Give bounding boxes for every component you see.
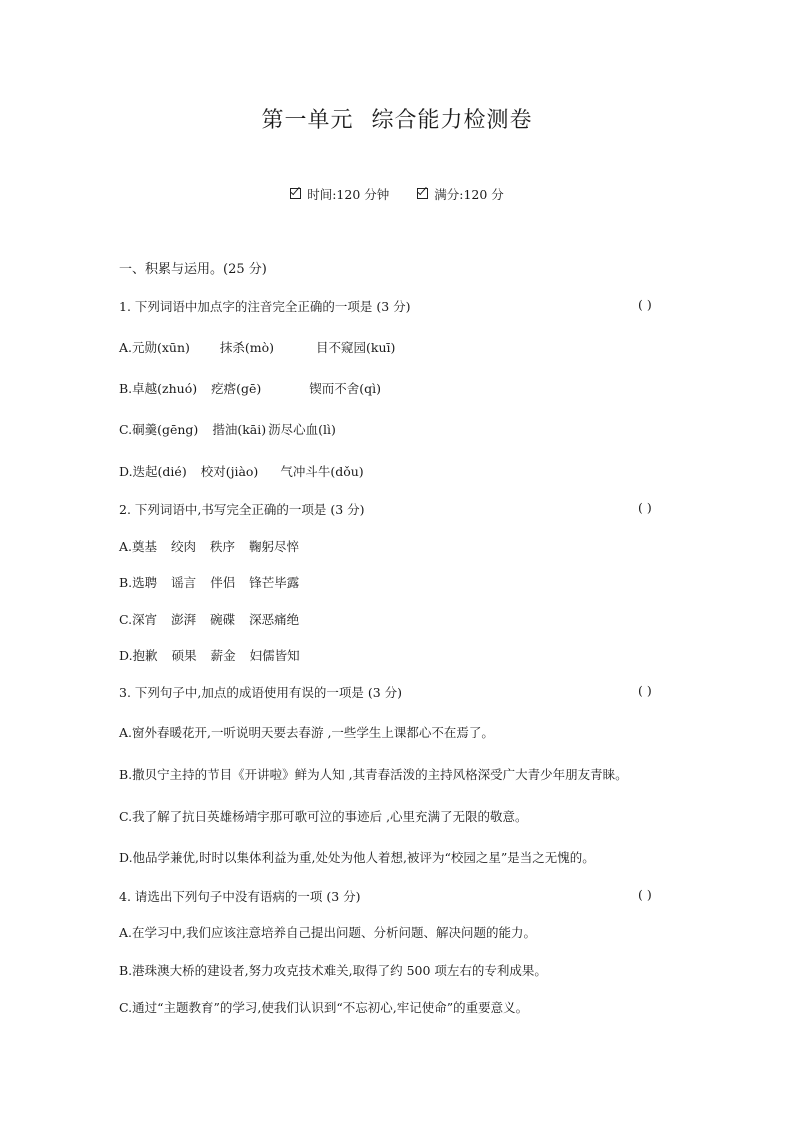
exam-time: 时间:120 分钟	[307, 187, 390, 202]
q3-option-c: C.我了解了抗日英雄杨靖宇那可歌可泣的事迹后 ,心里充满了无限的敬意。	[119, 809, 528, 824]
page-title	[0, 103, 794, 134]
q2-option-d: D.抱歉 硕果 薪金 妇儒皆知	[119, 648, 300, 663]
q3-option-a: A.窗外春暖花开,一听说明天要去春游 ,一些学生上课都心不在焉了。	[119, 725, 494, 740]
exam-score: 满分:120 分	[434, 187, 504, 202]
q4-option-c: C.通过“主题教育”的学习,使我们认识到“不忘初心,牢记使命”的重要意义。	[119, 1000, 529, 1015]
q4-option-a: A.在学习中,我们应该注意培养自己提出问题、分析问题、解决问题的能力。	[119, 925, 536, 940]
title-name: 综合能力检测卷	[371, 108, 533, 133]
q1-option-b: B.卓越(zhuó) 疙瘩(gē) 锲而不舍(qì)	[119, 381, 382, 396]
answer-blank-3: ( )	[638, 683, 652, 698]
q3-option-d: D.他品学兼优,时时以集体利益为重,处处为他人着想,被评为“校园之星”是当之无愧的。	[119, 850, 595, 865]
q2-option-a: A.奠基 绞肉 秩序 鞠躬尽悴	[119, 539, 300, 554]
question-4-stem: 4. 请选出下列句子中没有语病的一项 (3 分)	[119, 889, 361, 904]
q3-option-b: B.撒贝宁主持的节目《开讲啦》鲜为人知 ,其青春活泼的主持风格深受广大青少年朋友青睐。	[119, 767, 628, 782]
title-unit: 第一单元	[261, 108, 354, 133]
answer-blank-1: ( )	[638, 297, 652, 312]
checkbox-icon	[290, 188, 301, 199]
q4-option-b: B.港珠澳大桥的建设者,努力攻克技术难关,取得了约 500 项左右的专利成果。	[119, 963, 547, 978]
q1-option-c: C.硐羹(gēng) 揩油(kāi) 沥尽心血(lì)	[119, 422, 336, 437]
section-heading: 一、积累与运用。(25 分)	[119, 262, 267, 277]
q2-option-c: C.深宵 澎湃 碗碟 深恶痛绝	[119, 612, 300, 627]
exam-meta	[0, 185, 794, 203]
checkbox-icon	[417, 188, 428, 199]
answer-blank-2: ( )	[638, 500, 652, 515]
q1-option-d: D.迭起(dié) 校对(jiào) 气冲斗牛(dǒu)	[119, 464, 364, 479]
q2-option-b: B.选聘 谣言 伴侣 锋芒毕露	[119, 575, 300, 590]
answer-blank-4: ( )	[638, 887, 652, 902]
question-1-stem: 1. 下列词语中加点字的注音完全正确的一项是 (3 分)	[119, 299, 411, 314]
q1-option-a: A.元勋(xūn) 抹杀(mò) 目不窥园(kuī)	[119, 340, 396, 355]
question-2-stem: 2. 下列词语中,书写完全正确的一项是 (3 分)	[119, 502, 365, 517]
question-3-stem: 3. 下列句子中,加点的成语使用有误的一项是 (3 分)	[119, 685, 403, 700]
